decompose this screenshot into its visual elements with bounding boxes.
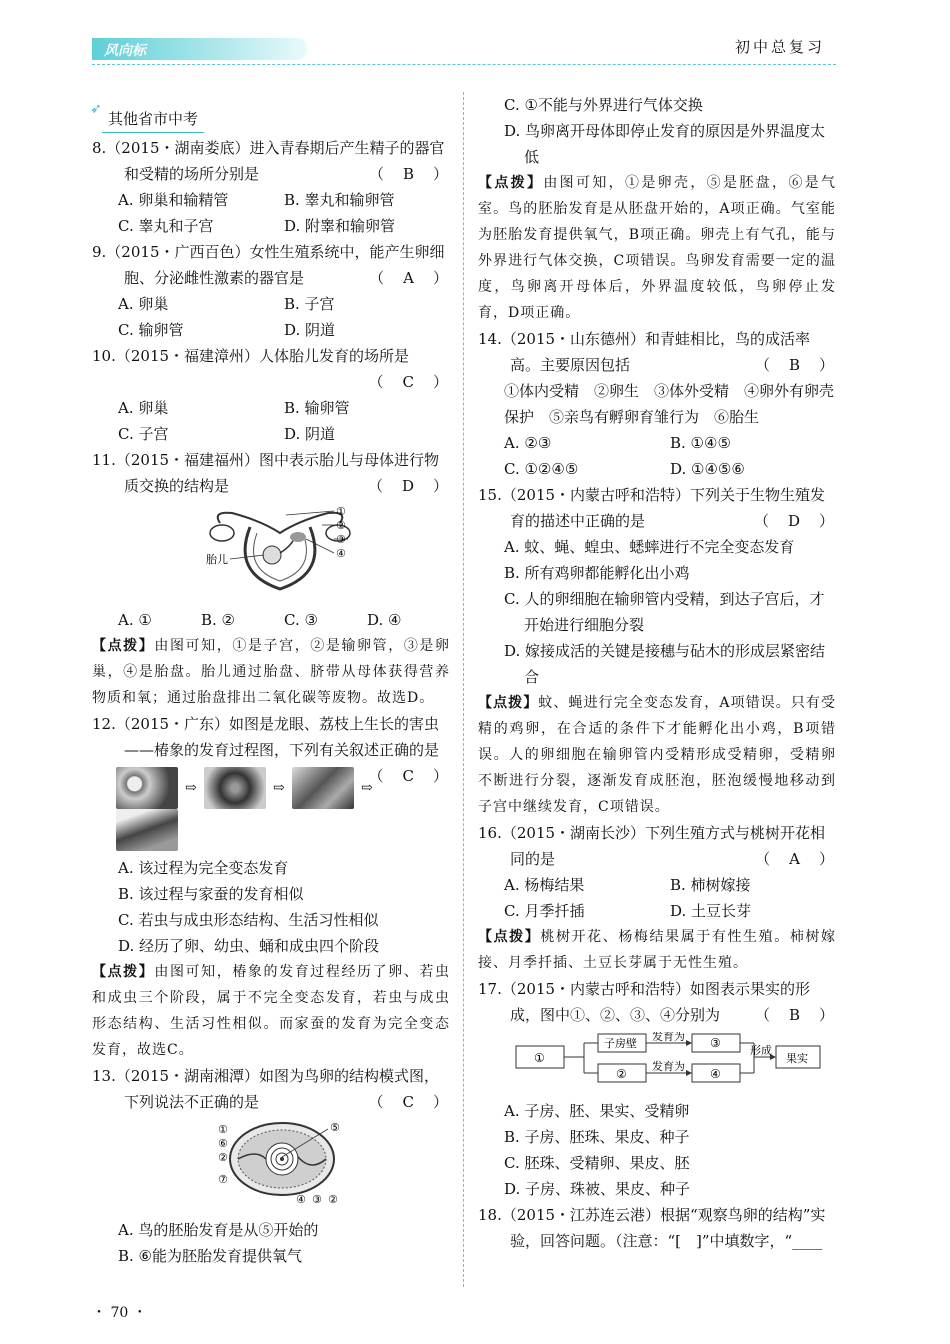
option-a: A. 卵巢和输精管 — [118, 191, 229, 209]
option-a: A. 鸟的胚胎发育是从⑤开始的 — [118, 1221, 319, 1239]
fruit-diagram — [478, 1032, 836, 1094]
hint-text: 桃树开花、杨梅结果属于有性生殖。柿树嫁接、月季扦插、土豆长芽属于无性生殖。 — [478, 929, 837, 971]
nymph2-photo — [292, 767, 354, 809]
option-d: D. 阴道 — [284, 321, 336, 339]
answer-mark: （ B ） — [368, 165, 450, 183]
option-a: A. 杨梅结果 — [504, 876, 585, 894]
fig-label-fetus: 胎儿 — [206, 553, 228, 566]
hint-text: 蚊、蝇进行完全变态发育，A项错误。只有受精的鸡卵，在合适的条件下才能孵化出小鸡，B项错误。人的卵细胞在输卵管内受精形成受精卵，受精卵不断进行分裂，逐渐发育成胚泡，胚泡缓慢地移动到子宫中继续发育，C项错误。 — [478, 695, 837, 815]
column-divider — [463, 92, 464, 1287]
question-17 — [478, 976, 836, 1202]
question-stem: 17.（2015・内蒙古呼和浩特）如图表示果实的形成，图中①、②、③、④分别为 — [478, 980, 811, 1024]
arrow-icon: ⇨ — [185, 780, 197, 796]
fig-label-2: ② — [336, 519, 346, 532]
answer-mark: （ A ） — [369, 269, 450, 287]
fig-label-4: ④ — [296, 1193, 306, 1205]
option-d: D. 子房、珠被、果皮、种子 — [504, 1180, 691, 1198]
question-10 — [92, 343, 450, 447]
hint-label: 【点拨】 — [92, 638, 155, 654]
option-a: A. 子房、胚、果实、受精卵 — [504, 1102, 690, 1120]
question-stem: 8.（2015・湖南娄底）进入青春期后产生精子的器官和受精的场所分别是 — [92, 139, 445, 183]
question-stem: 15.（2015・内蒙古呼和浩特）下列关于生物生殖发育的描述中正确的是 — [478, 486, 826, 530]
answer-mark: （ D ） — [753, 512, 836, 530]
edge-3: 形成 — [750, 1044, 772, 1057]
question-stem: 10.（2015・福建漳州）人体胎儿发育的场所是 — [92, 347, 410, 365]
hint-text: 由图可知，①是卵壳，⑤是胚盘，⑥是气室。鸟的胚胎发育是从胚盘开始的，A项正确。气室能为胚胎发育提供氧气，B项正确。卵壳上有气孔，能与外界进行气体交换，C项错误。鸟卵发育需要一定的温度，鸟卵离开母体后，外界温度较低，鸟卵停止发育，D项正确。 — [478, 175, 837, 321]
option-c: C. ①②④⑤ — [504, 460, 579, 478]
question-15 — [478, 482, 836, 820]
option-a: A. 卵巢 — [118, 295, 169, 313]
node-5: ④ — [710, 1067, 721, 1081]
option-c: C. 输卵管 — [118, 321, 184, 339]
option-d: D. 阴道 — [284, 425, 336, 443]
edge-2: 发育为 — [652, 1060, 685, 1073]
question-stem: 18.（2015・江苏连云港）根据“观察鸟卵的结构”实验，回答问题。（注意：“[ ]”中填数字，“____ — [478, 1206, 826, 1250]
hint-box — [478, 170, 836, 326]
answer-mark: （ B ） — [754, 356, 836, 374]
node-1: ① — [534, 1051, 545, 1065]
node-2: 子房壁 — [604, 1037, 637, 1050]
node-6: 果实 — [786, 1052, 808, 1065]
option-b: B. 所有鸡卵都能孵化出小鸡 — [504, 564, 690, 582]
option-d: D. 土豆长芽 — [670, 902, 752, 920]
fig-label-7: ⑦ — [218, 1173, 228, 1186]
hint-label: 【点拨】 — [478, 175, 544, 191]
option-b: B. ①④⑤ — [670, 434, 731, 452]
option-b: B. 柿树嫁接 — [670, 876, 751, 894]
header-logo — [92, 38, 307, 60]
question-13 — [92, 1063, 450, 1269]
adult-photo — [116, 809, 178, 851]
item-list: ①体内受精 ②卵生 ③体外受精 ④卵外有卵壳保护 ⑤亲鸟有孵卵育雏行为 ⑥胎生 — [504, 382, 835, 426]
page-number: ・ 70 ・ — [92, 1305, 147, 1321]
fig-label-1: ① — [336, 505, 346, 518]
option-d: D. 嫁接成活的关键是接穗与砧木的形成层紧密结合 — [504, 642, 826, 686]
option-d: D. ①④⑤⑥ — [670, 460, 745, 478]
option-b: B. 子房、胚珠、果皮、种子 — [504, 1128, 690, 1146]
question-8 — [92, 135, 450, 239]
arrow-icon: ⇨ — [361, 780, 373, 796]
question-stem: 11.（2015・福建福州）图中表示胎儿与母体进行物质交换的结构是 — [92, 451, 440, 495]
question-16 — [478, 820, 836, 976]
option-b: B. 睾丸和输卵管 — [284, 191, 395, 209]
answer-mark: （ D ） — [367, 477, 450, 495]
header-logo-text: 风向标 — [104, 43, 146, 59]
fig-label-5: ⑤ — [330, 1121, 340, 1134]
option-a: A. 该过程为完全变态发育 — [118, 859, 289, 877]
fig-label-6: ⑥ — [218, 1137, 228, 1150]
arrow-icon: ➶ — [90, 101, 102, 117]
bird-egg-figure — [92, 1119, 450, 1213]
option-c: C. 子宫 — [118, 425, 169, 443]
option-c: C. 人的卵细胞在输卵管内受精，到达子宫后，才开始进行细胞分裂 — [504, 590, 825, 634]
nymph-photo — [204, 767, 266, 809]
hint-box — [478, 690, 836, 820]
option-b: B. 输卵管 — [284, 399, 350, 417]
option-c: C. 若虫与成虫形态结构、生活习性相似 — [118, 911, 379, 929]
fig-label-4: ④ — [336, 547, 346, 560]
hint-text: 由图可知，椿象的发育过程经历了卵、若虫和成虫三个阶段，属于不完全变态发育，若虫与成虫形态结构、生活习性相似。而家蚕的发育为完全变态发育，故选C。 — [92, 964, 451, 1058]
answer-mark: （ B ） — [754, 1006, 836, 1024]
hint-label: 【点拨】 — [478, 929, 541, 945]
fig-label-1: ① — [218, 1123, 228, 1136]
hint-text: 由图可知，①是子宫，②是输卵管，③是卵巢，④是胎盘。胎儿通过胎盘、脐带从母体获得营养物质和氧；通过胎盘排出二氧化碳等废物。故选D。 — [92, 638, 451, 706]
header-title: 初中总复习 — [734, 38, 825, 56]
hint-label: 【点拨】 — [92, 964, 155, 980]
question-11 — [92, 447, 450, 711]
hint-box — [92, 633, 450, 711]
question-9 — [92, 239, 450, 343]
node-4: ③ — [710, 1036, 721, 1050]
answer-mark: （ C ） — [368, 1093, 450, 1111]
option-a: A. ① — [118, 611, 152, 629]
hint-box — [478, 924, 836, 976]
option-c: C. 睾丸和子宫 — [118, 217, 214, 235]
option-b: B. ⑥能为胚胎发育提供氧气 — [118, 1247, 303, 1265]
right-column — [478, 92, 836, 1254]
node-3: ② — [616, 1067, 627, 1081]
question-stem: 14.（2015・山东德州）和青蛙相比，鸟的成活率高。主要原因包括 — [478, 330, 811, 374]
question-stem: 9.（2015・广西百色）女性生殖系统中，能产生卵细胞、分泌雌性激素的器官是 — [92, 243, 445, 287]
option-a: A. ②③ — [504, 434, 552, 452]
eggs-photo — [116, 767, 178, 809]
question-stem: 12.（2015・广东）如图是龙眼、荔枝上生长的害虫——椿象的发育过程图，下列有关叙述正确的是 — [92, 715, 440, 759]
option-d: D. 经历了卵、幼虫、蛹和成虫四个阶段 — [118, 937, 380, 955]
option-c: C. 月季扦插 — [504, 902, 585, 920]
fig-label-2b: ② — [328, 1193, 338, 1205]
option-b: B. 该过程与家蚕的发育相似 — [118, 885, 304, 903]
q13-option-d: D. 鸟卵离开母体即停止发育的原因是外界温度太低 — [504, 122, 826, 166]
uterus-figure — [92, 503, 450, 603]
option-c: C. 胚珠、受精卵、果皮、胚 — [504, 1154, 690, 1172]
option-b: B. ② — [201, 611, 236, 629]
option-c: C. ③ — [284, 611, 318, 629]
q13-option-c: C. ①不能与外界进行气体交换 — [504, 96, 703, 114]
question-stem: 13.（2015・湖南湘潭）如图为鸟卵的结构模式图，下列说法不正确的是 — [92, 1067, 440, 1111]
edge-1: 发育为 — [652, 1032, 685, 1043]
arrow-icon: ⇨ — [273, 780, 285, 796]
question-18 — [478, 1202, 836, 1254]
fig-label-2a: ② — [218, 1151, 228, 1164]
left-column — [92, 92, 450, 1269]
option-a: A. 卵巢 — [118, 399, 169, 417]
question-stem: 16.（2015・湖南长沙）下列生殖方式与桃树开花相同的是 — [478, 824, 826, 868]
option-a: A. 蚊、蝇、蝗虫、蟋蟀进行不完全变态发育 — [504, 538, 795, 556]
answer-mark: （ C ） — [368, 373, 450, 391]
hint-label: 【点拨】 — [478, 695, 539, 711]
hint-box — [92, 959, 450, 1063]
section-title: ➶ 其他省市中考 — [102, 106, 204, 133]
fig-label-3: ③ — [336, 533, 346, 546]
fig-label-3: ③ — [312, 1193, 322, 1205]
question-12 — [92, 711, 450, 1063]
header-divider — [92, 64, 836, 65]
answer-mark: （ C ） — [368, 767, 450, 785]
question-14 — [478, 326, 836, 482]
option-b: B. 子宫 — [284, 295, 335, 313]
option-d: D. 附睾和输卵管 — [284, 217, 396, 235]
option-d: D. ④ — [367, 611, 402, 629]
answer-mark: （ A ） — [755, 850, 836, 868]
